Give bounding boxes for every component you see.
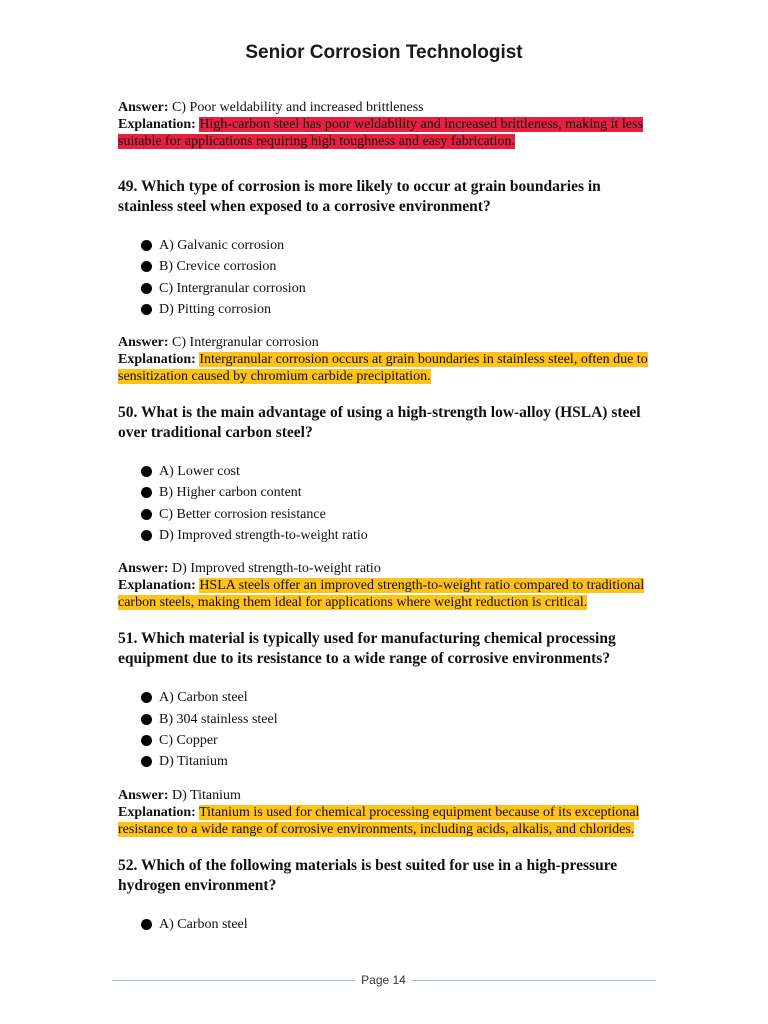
- option-item: A) Galvanic corrosion: [118, 235, 658, 256]
- answer-text: D) Improved strength-to-weight ratio: [172, 561, 381, 577]
- option-item: C) Intergranular corrosion: [118, 278, 658, 299]
- option-item: A) Carbon steel: [118, 914, 658, 935]
- option-item: B) Higher carbon content: [118, 482, 658, 503]
- option-item: C) Copper: [118, 730, 658, 751]
- option-item: D) Pitting corrosion: [118, 299, 658, 320]
- answer-line: Answer: C) Intergranular corrosion: [118, 335, 319, 351]
- page-title: Senior Corrosion Technologist: [245, 42, 523, 63]
- option-item: B) 304 stainless steel: [118, 709, 658, 730]
- document-body: [118, 99, 658, 949]
- bullet-icon: [141, 714, 152, 725]
- page-number: Page 14: [361, 973, 406, 987]
- question-50: 50. What is the main advantage of using a high-strength low-alloy (HSLA) steel over traditional carbon steel?: [118, 404, 641, 442]
- explanation: [118, 116, 658, 150]
- question-49: 49. Which type of corrosion is more likely to occur at grain boundaries in stainless steel when exposed to a corrosive environment?: [118, 178, 601, 215]
- bullet-icon: [141, 530, 152, 541]
- option-item: B) Crevice corrosion: [118, 256, 658, 277]
- options-list: [118, 461, 658, 546]
- bullet-icon: [141, 283, 152, 294]
- bullet-icon: [141, 261, 152, 272]
- question-52: 52. Which of the following materials is best suited for use in a high-pressure hydrogen environment?: [118, 856, 618, 894]
- explanation-highlight: High-carbon steel has poor weldability and increased brittleness, making it less suitable for applications requiring high toughness and easy fabrication.: [118, 117, 643, 149]
- answer-line: Answer: D) Improved strength-to-weight ratio: [118, 561, 381, 577]
- bullet-icon: [141, 735, 152, 746]
- question-51: 51. Which material is typically used for manufacturing chemical processing equipment due to its resistance to a wide range of corrosive environments?: [118, 630, 616, 668]
- option-item: D) Improved strength-to-weight ratio: [118, 525, 658, 546]
- bullet-icon: [141, 240, 152, 251]
- explanation-highlight: Intergranular corrosion occurs at grain boundaries in stainless steel, often due to sensitization caused by chromium carbide precipitation.: [118, 352, 648, 385]
- answer-text: D) Titanium: [172, 787, 241, 803]
- bullet-icon: [141, 304, 152, 315]
- options-list: [118, 687, 658, 772]
- options-list: [118, 235, 658, 320]
- bullet-icon: [141, 466, 152, 477]
- footer-divider-left: [112, 980, 355, 981]
- options-list: [118, 914, 658, 935]
- explanation: Explanation: Titanium is used for chemical processing equipment because of its exceptional resistance to a wide range of corrosive environments, including acids, alkalis, and chlorides.: [118, 804, 640, 837]
- option-item: C) Better corrosion resistance: [118, 504, 658, 525]
- explanation: Explanation: Intergranular corrosion occurs at grain boundaries in stainless steel, often due to sensitization caused by chromium carbide precipitation.: [118, 352, 648, 385]
- bullet-icon: [141, 487, 152, 498]
- footer-divider-right: [412, 980, 656, 981]
- explanation: Explanation: HSLA steels offer an improved strength-to-weight ratio compared to traditional carbon steels, making them ideal for applications where weight reduction is critical.: [118, 578, 645, 611]
- explanation-label: Explanation:: [118, 117, 196, 132]
- answer-line: Answer: D) Titanium: [118, 787, 241, 803]
- explanation-highlight: HSLA steels offer an improved strength-to-weight ratio compared to traditional carbon steels, making them ideal for applications where weight reduction is critical.: [118, 578, 645, 611]
- bullet-icon: [141, 756, 152, 767]
- bullet-icon: [141, 919, 152, 930]
- answer-text: C) Poor weldability and increased brittleness: [172, 100, 424, 115]
- bullet-icon: [141, 692, 152, 703]
- answer-text: C) Intergranular corrosion: [172, 335, 319, 351]
- explanation-highlight: Titanium is used for chemical processing equipment because of its exceptional resistance to a wide range of corrosive environments, including acids, alkalis, and chlorides.: [118, 804, 640, 837]
- option-item: A) Carbon steel: [118, 687, 658, 708]
- option-item: D) Titanium: [118, 751, 658, 772]
- option-item: A) Lower cost: [118, 461, 658, 482]
- answer-label: Answer:: [118, 100, 169, 115]
- answer-line: [118, 99, 658, 116]
- bullet-icon: [141, 509, 152, 520]
